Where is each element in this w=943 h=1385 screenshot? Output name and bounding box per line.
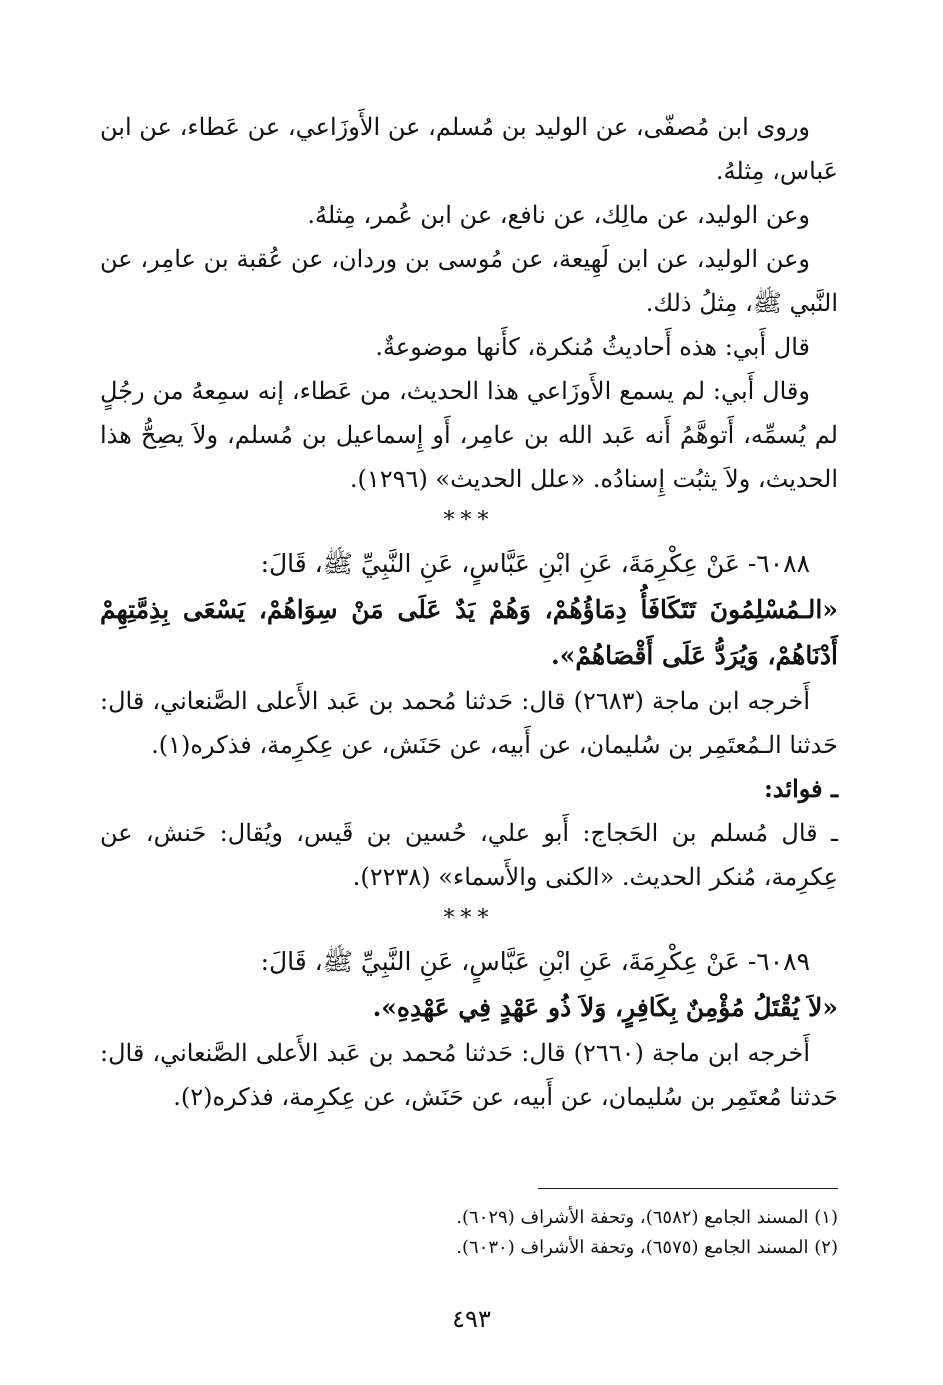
section-separator-2: ***: [443, 906, 495, 931]
hadith-6088-head: ٦٠٨٨- عَنْ عِكْرِمَةَ، عَنِ ابْنِ عَبَّاسٍ، عَنِ النَّبِيِّ ﷺ، قَالَ:: [260, 549, 810, 578]
paragraph-qala-abi-1: قال أَبي: هذه أَحاديثُ مُنكرة، كأَنها موضوعةٌ.: [375, 333, 810, 361]
page-number: ٤٩٣: [452, 1305, 491, 1333]
hadith-6089-takhrij: أَخرجه ابن ماجة (٢٦٦٠) قال: حَدثنا مُحمد بن عَبد الأَعلى الصَّنعاني، قال: حَدثنا مُعتَمِر بن سُليمان، عن أَبيه، عن حَنَش، عن عِكرِمة، فذكره(٢).: [100, 1039, 838, 1111]
section-separator: ***: [443, 508, 495, 533]
hadith-6088-text: «الـمُسْلِمُونَ تَتَكَافَأُ دِمَاؤُهُمْ، وَهُمْ يَدٌ عَلَى مَنْ سِوَاهُمْ، يَسْعَى بِذِمَّتِهِمْ أَدْنَاهُمْ، وَيُرَدُّ عَلَى أَقْصَاهُمْ».: [100, 595, 838, 670]
hadith-6089-head: ٦٠٨٩- عَنْ عِكْرِمَةَ، عَنِ ابْنِ عَبَّاسٍ، عَنِ النَّبِيِّ ﷺ، قَالَ:: [260, 947, 810, 976]
fawaid-text: ـ قال مُسلم بن الحَجاج: أَبو علي، حُسين بن قَيس، ويُقال: حَنش، عن عِكرِمة، مُنكر الحديث. «الكنى والأَسماء» (٢٢٣٨).: [100, 819, 838, 891]
footnote-1: (١) المسند الجامع (٦٥٨٢)، وتحفة الأشراف (٦٠٢٩).: [456, 1207, 838, 1228]
paragraph-riwaya-malik: وعن الوليد، عن مالِك، عن نافع، عن ابن عُمر، مِثلهُ.: [307, 201, 810, 229]
hadith-6089-text: «لاَ يُقْتَلُ مُؤْمِنٌ بِكَافِرٍ، وَلاَ ذُو عَهْدٍ فِي عَهْدِهِ».: [372, 993, 838, 1022]
paragraph-riwaya-ibn-musaffa: وروى ابن مُصفّى، عن الوليد بن مُسلم، عن الأَوزَاعي، عن عَطاء، عن ابن عَباس، مِثلهُ.: [100, 113, 838, 185]
footnote-2: (٢) المسند الجامع (٦٥٧٥)، وتحفة الأشراف (٦٠٣٠).: [456, 1237, 838, 1258]
footnote-divider: [538, 1188, 838, 1189]
paragraph-riwaya-ibn-lahia: وعن الوليد، عن ابن لَهِيعة، عن مُوسى بن وردان، عن عُقبة بن عامِر، عن النَّبي ﷺ، مِثلُ ذلك.: [100, 245, 838, 317]
fawaid-title: ـ فوائد:: [763, 774, 838, 803]
page-body: [100, 105, 838, 1119]
paragraph-qala-abi-2: وقال أَبي: لم يسمع الأَوزَاعي هذا الحديث، من عَطاء، إنه سمِعهُ من رجُلٍ لم يُسمِّه، أَتوهَّمُ أَنه عَبد الله بن عامِر، أَو إِسماعيل بن مُسلم، ولاَ يصِحُّ هذا الحديث، ولاَ يثبُت إِسنادُه. «علل الحديث» (١٢٩٦).: [100, 377, 838, 493]
hadith-6088-takhrij: أَخرجه ابن ماجة (٢٦٨٣) قال: حَدثنا مُحمد بن عَبد الأَعلى الصَّنعاني، قال: حَدثنا الـمُعتَمِر بن سُليمان، عن أَبيه، عن حَنَش، عن عِكرِمة، فذكره(١).: [100, 687, 838, 759]
footnotes: [100, 1188, 838, 1263]
